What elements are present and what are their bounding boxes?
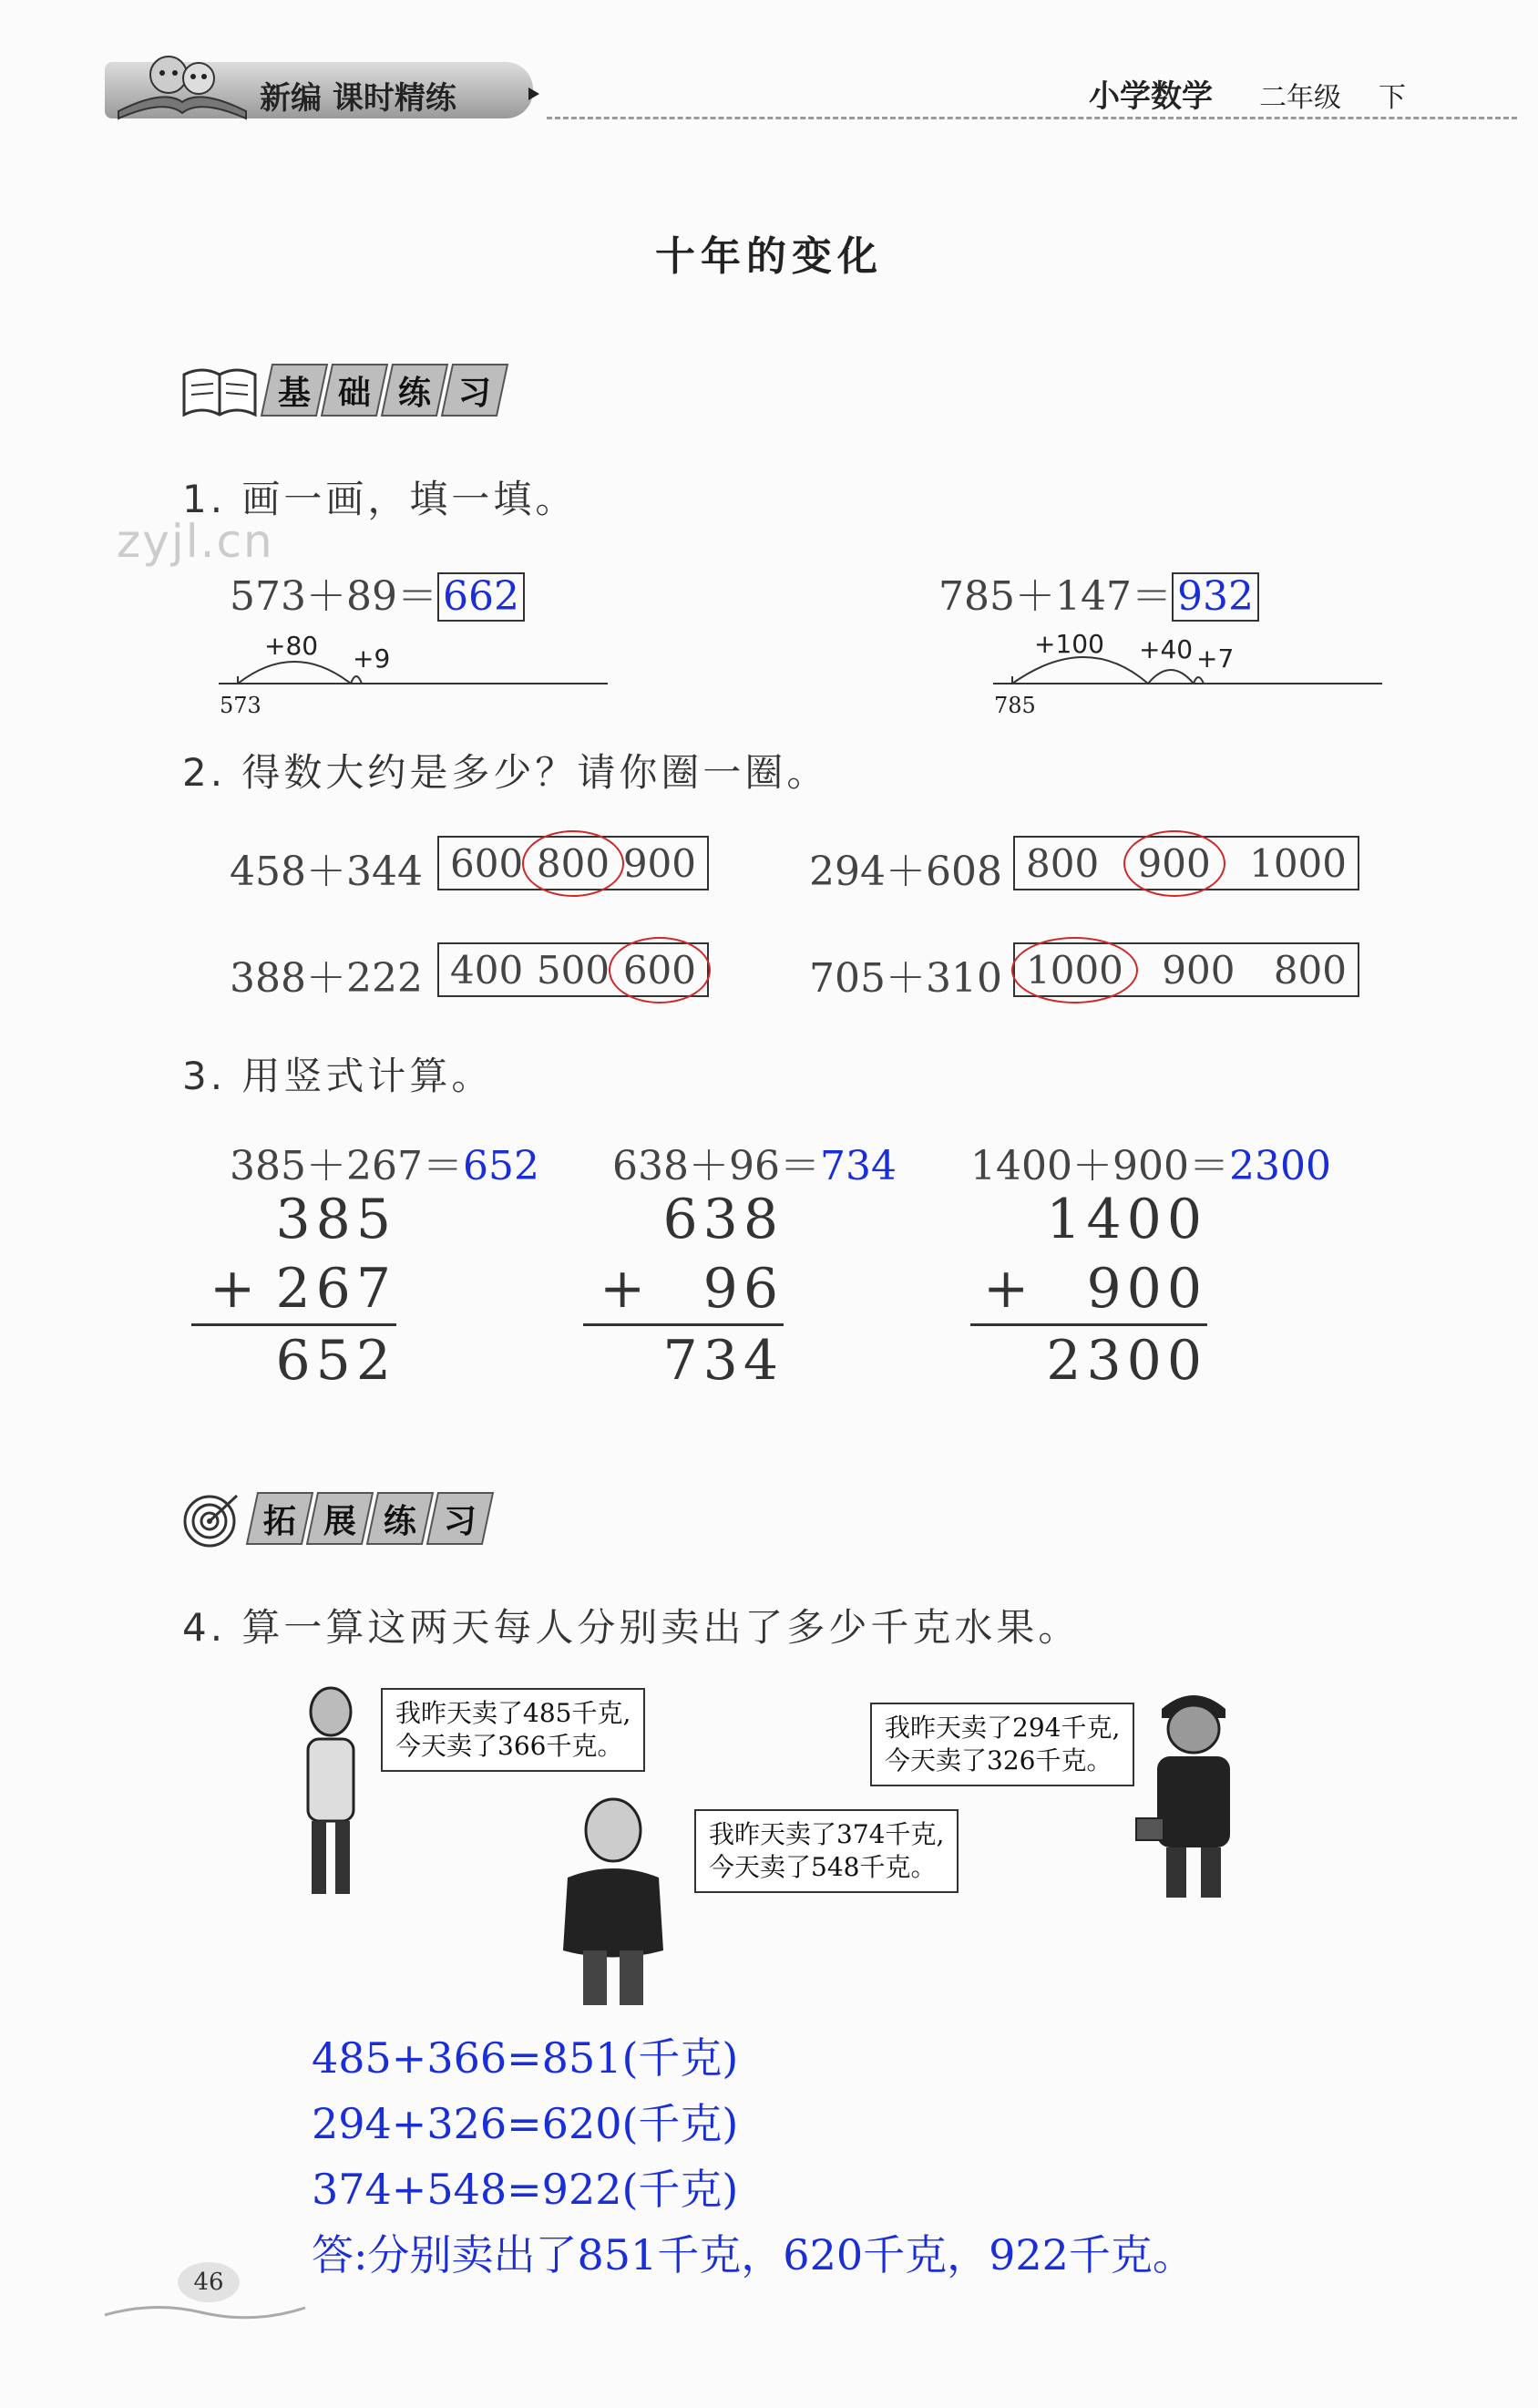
q2-item-1-expr: 458＋344 bbox=[230, 849, 423, 895]
watermark: zyjl.cn bbox=[117, 515, 274, 568]
q1-right-answer: 932 bbox=[1172, 572, 1259, 622]
grade-label: 二年级 bbox=[1259, 82, 1341, 114]
question-4-prompt: 4. 算一算这两天每人分别卖出了多少千克水果。 bbox=[182, 1605, 1081, 1650]
option[interactable]: 800 bbox=[1026, 840, 1100, 886]
option[interactable]: 600 bbox=[450, 840, 524, 886]
hop-label: +7 bbox=[1196, 643, 1235, 674]
lesson-title: 十年的变化 bbox=[655, 233, 883, 280]
q3-item-1-answer: 652 bbox=[462, 1143, 539, 1189]
hop-label: +80 bbox=[264, 631, 319, 661]
section-extension-header bbox=[180, 1488, 492, 1549]
q1-right-number-line bbox=[989, 622, 1389, 722]
q3-item-3-answer: 2300 bbox=[1228, 1143, 1331, 1189]
question-1-prompt: 1. 画一画，填一填。 bbox=[182, 477, 578, 521]
q2-item-3-expr: 388＋222 bbox=[230, 955, 423, 1002]
start-label: 785 bbox=[994, 693, 1036, 718]
q2-item-2-options bbox=[1013, 836, 1359, 890]
wave-decoration-icon bbox=[100, 2297, 310, 2324]
open-book-icon bbox=[180, 360, 259, 420]
q2-item-2-expr: 294＋608 bbox=[809, 849, 1002, 895]
man-figure-3-icon bbox=[1134, 1682, 1253, 1905]
page-number: 46 bbox=[178, 2262, 240, 2302]
q1-left-expr: 573＋89＝ bbox=[230, 573, 437, 620]
q3-item-2-vertical: 638 + 96 734 bbox=[583, 1185, 784, 1395]
question-3-prompt: 3. 用竖式计算。 bbox=[182, 1054, 494, 1098]
man-figure-2-icon bbox=[554, 1796, 672, 2014]
answer-line: 374+548=922(千克) bbox=[312, 2165, 739, 2214]
subject-label: 小学数学 bbox=[1089, 78, 1213, 115]
arrow-right-icon bbox=[527, 86, 541, 102]
section-tile: 练 bbox=[366, 1492, 434, 1545]
book-mascot-icon bbox=[109, 38, 255, 120]
q3-item-3-vertical: 1400 + 900 2300 bbox=[970, 1185, 1207, 1395]
q2-item-4-options bbox=[1013, 942, 1359, 997]
target-icon bbox=[180, 1488, 244, 1549]
q1-left-answer: 662 bbox=[437, 572, 525, 622]
q1-right-equation bbox=[938, 563, 1259, 622]
q3-item-3-equation: 1400＋900＝2300 bbox=[970, 1143, 1331, 1189]
q3-item-2-answer: 734 bbox=[819, 1143, 897, 1189]
q2-item-1-options bbox=[437, 836, 709, 890]
section-tile: 拓 bbox=[246, 1492, 313, 1545]
section-tile: 习 bbox=[441, 364, 508, 417]
q2-item-4-expr: 705＋310 bbox=[809, 955, 1002, 1002]
answer-line: 294+326=620(千克) bbox=[312, 2099, 739, 2148]
option-circled[interactable]: 900 bbox=[1133, 841, 1216, 886]
option-circled[interactable]: 800 bbox=[531, 841, 615, 886]
speech-bubble-2: 我昨天卖了374千克, 今天卖了548千克。 bbox=[694, 1809, 959, 1893]
series-title: 新编 课时精练 bbox=[260, 80, 456, 117]
volume-label: 下 bbox=[1379, 82, 1406, 114]
answer-line: 485+366=851(千克) bbox=[312, 2033, 739, 2083]
option[interactable]: 900 bbox=[622, 840, 696, 886]
speech-bubble-3: 我昨天卖了294千克, 今天卖了326千克。 bbox=[870, 1703, 1134, 1786]
section-tile: 习 bbox=[426, 1492, 494, 1545]
section-basic-header bbox=[180, 360, 507, 420]
q3-item-2-equation: 638＋96＝734 bbox=[612, 1143, 897, 1189]
option[interactable]: 900 bbox=[1162, 947, 1236, 993]
start-label: 573 bbox=[220, 693, 261, 718]
section-tile: 练 bbox=[381, 364, 448, 417]
header-divider bbox=[547, 117, 1517, 119]
answer-summary: 答:分别卖出了851千克，620千克，922千克。 bbox=[312, 2230, 1195, 2279]
option[interactable]: 500 bbox=[536, 947, 610, 993]
question-2-prompt: 2. 得数大约是多少？请你圈一圈。 bbox=[182, 750, 829, 795]
q1-left-number-line bbox=[214, 622, 615, 722]
section-tile: 展 bbox=[306, 1492, 374, 1545]
hop-label: +40 bbox=[1139, 634, 1194, 664]
q3-item-1-equation: 385＋267＝652 bbox=[230, 1143, 539, 1189]
option[interactable]: 1000 bbox=[1249, 840, 1347, 886]
q1-left-equation bbox=[230, 563, 525, 622]
option[interactable]: 400 bbox=[450, 947, 524, 993]
section-tile: 基 bbox=[261, 364, 328, 417]
option-circled[interactable]: 600 bbox=[618, 948, 702, 993]
hop-label: +9 bbox=[353, 643, 391, 674]
q2-item-3-options bbox=[437, 942, 709, 997]
section-tile: 础 bbox=[321, 364, 388, 417]
q4-answers bbox=[312, 2025, 1195, 2288]
hop-label: +100 bbox=[1034, 629, 1104, 659]
man-figure-1-icon bbox=[290, 1686, 372, 1905]
q3-item-1-vertical: 385 + 267 652 bbox=[191, 1185, 396, 1395]
option-circled[interactable]: 1000 bbox=[1020, 948, 1129, 993]
q1-right-expr: 785＋147＝ bbox=[938, 573, 1172, 620]
option[interactable]: 800 bbox=[1273, 947, 1347, 993]
speech-bubble-1: 我昨天卖了485千克, 今天卖了366千克。 bbox=[381, 1688, 645, 1772]
